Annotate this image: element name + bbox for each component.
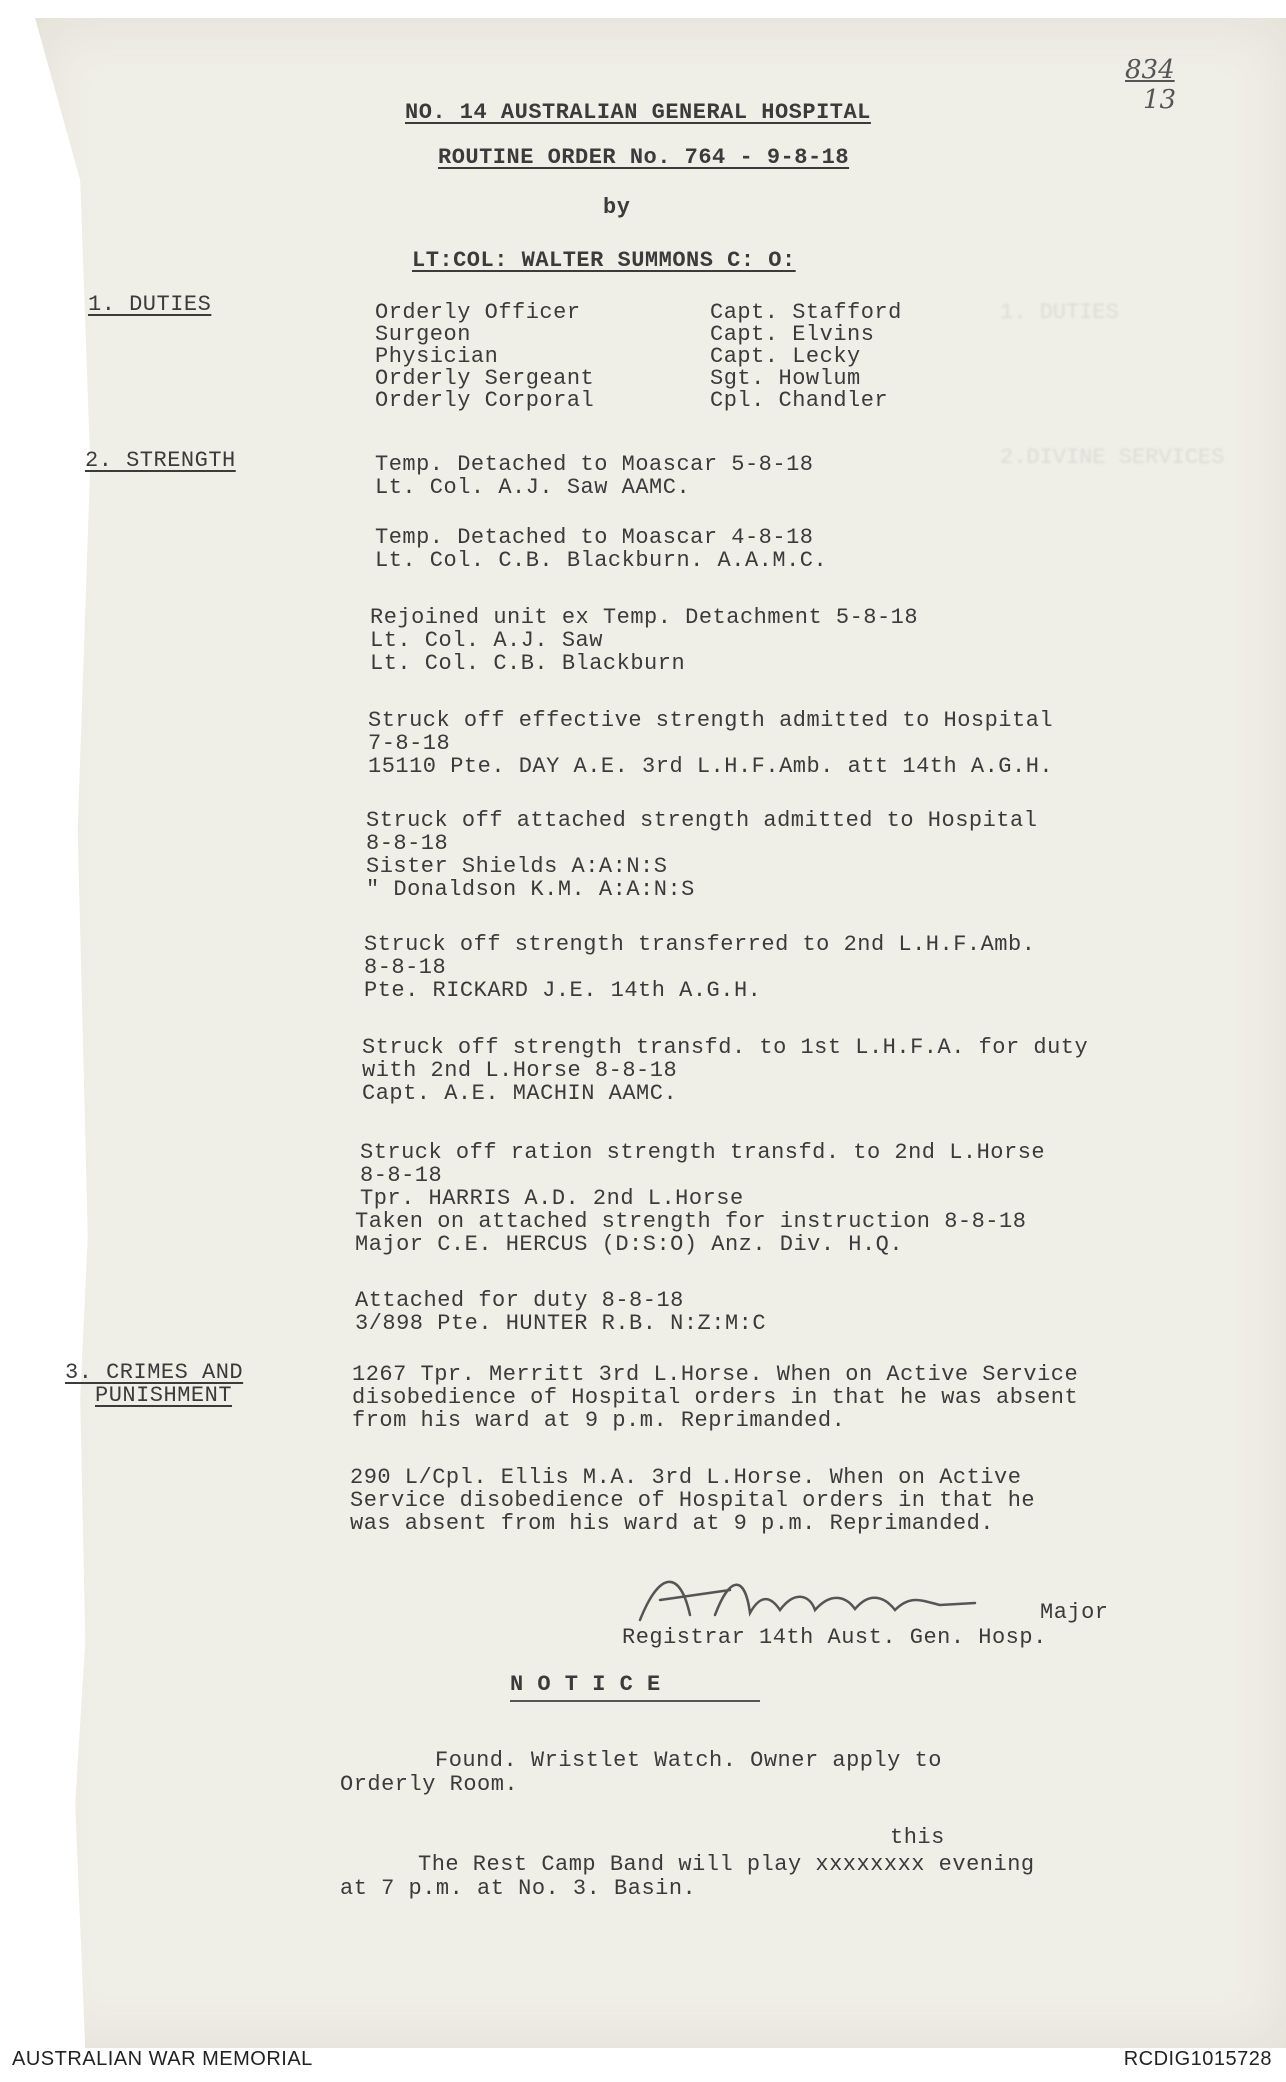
notice-orderly-room: Orderly Room. (340, 1772, 519, 1797)
by-line: by (603, 195, 631, 220)
order-number: ROUTINE ORDER No. 764 - 9-8-18 (438, 145, 850, 170)
section-duties-heading: 1. DUTIES (88, 292, 212, 317)
section-strength-heading: 2. STRENGTH (85, 448, 236, 473)
strength-line: Temp. Detached to Moascar 5-8-18 (375, 452, 814, 477)
reference-number: 834 (1125, 55, 1175, 85)
strength-line: Lt. Col. C.B. Blackburn (370, 651, 686, 676)
strength-line: 3/898 Pte. HUNTER R.B. N:Z:M:C (355, 1311, 767, 1336)
notice-found-line: Found. Wristlet Watch. Owner apply to (435, 1748, 942, 1773)
section-crimes-heading: 3. CRIMES AND (65, 1360, 244, 1385)
crime-line: disobedience of Hospital orders in that he was absent (352, 1385, 1079, 1410)
strength-line: Major C.E. HERCUS (D:S:O) Anz. Div. H.Q. (355, 1232, 904, 1257)
signature-title: Registrar 14th Aust. Gen. Hosp. (622, 1625, 1047, 1650)
strength-line: Capt. A.E. MACHIN AAMC. (362, 1081, 678, 1106)
strength-line: 7-8-18 (368, 731, 451, 756)
strength-line: Sister Shields A:A:N:S (366, 854, 668, 879)
strength-line: Struck off ration strength transfd. to 2nd L.Horse (360, 1140, 1046, 1165)
strength-line: with 2nd L.Horse 8-8-18 (362, 1058, 678, 1083)
crime-line: was absent from his ward at 9 p.m. Reprimanded. (350, 1511, 995, 1536)
duty-role: Surgeon (375, 322, 471, 347)
strength-line: Tpr. HARRIS A.D. 2nd L.Horse (360, 1186, 744, 1211)
duty-role: Physician (375, 344, 499, 369)
strength-line: Attached for duty 8-8-18 (355, 1288, 684, 1313)
crime-line: from his ward at 9 p.m. Reprimanded. (352, 1408, 846, 1433)
strength-line: Temp. Detached to Moascar 4-8-18 (375, 525, 814, 550)
duty-name: Capt. Lecky (710, 344, 861, 369)
notice-divider (510, 1700, 760, 1702)
strength-line: 15110 Pte. DAY A.E. 3rd L.H.F.Amb. att 14th A.G.H. (368, 754, 1054, 779)
strength-line: Taken on attached strength for instruction 8-8-18 (355, 1209, 1027, 1234)
crime-line: 290 L/Cpl. Ellis M.A. 3rd L.Horse. When on Active (350, 1465, 1022, 1490)
notice-heading: N O T I C E (510, 1672, 661, 1697)
footer-record-id: RCDIG1015728 (1123, 2048, 1272, 2070)
notice-insert: this (890, 1825, 945, 1850)
duty-role: Orderly Officer (375, 300, 581, 325)
duty-name: Sgt. Howlum (710, 366, 861, 391)
strength-line: Lt. Col. A.J. Saw (370, 628, 603, 653)
show-through-text: 2.DIVINE SERVICES (1000, 445, 1225, 470)
notice-band-line: The Rest Camp Band will play xxxxxxxx evening (418, 1852, 1035, 1877)
strength-line: Struck off strength transferred to 2nd L.H.F.Amb. (364, 932, 1036, 957)
duty-name: Cpl. Chandler (710, 388, 889, 413)
crime-line: 1267 Tpr. Merritt 3rd L.Horse. When on Active Service (352, 1362, 1079, 1387)
duty-role: Orderly Corporal (375, 388, 595, 413)
strength-line: 8-8-18 (360, 1163, 443, 1188)
strength-line: 8-8-18 (364, 955, 447, 980)
reference-sub: 13 (1143, 85, 1177, 115)
commanding-officer: LT:COL: WALTER SUMMONS C: O: (412, 248, 796, 273)
strength-line: Lt. Col. C.B. Blackburn. A.A.M.C. (375, 548, 828, 573)
duty-role: Orderly Sergeant (375, 366, 595, 391)
document-title: NO. 14 AUSTRALIAN GENERAL HOSPITAL (405, 100, 871, 125)
strength-line: Struck off attached strength admitted to Hospital (366, 808, 1038, 833)
duty-name: Capt. Elvins (710, 322, 875, 347)
strength-line: Lt. Col. A.J. Saw AAMC. (375, 475, 691, 500)
signature-rank: Major (1040, 1600, 1109, 1625)
strength-line: Struck off effective strength admitted to Hospital (368, 708, 1054, 733)
show-through-text: 1. DUTIES (1000, 300, 1119, 325)
strength-line: 8-8-18 (366, 831, 449, 856)
crime-line: Service disobedience of Hospital orders in that he (350, 1488, 1036, 1513)
strength-line: Struck off strength transfd. to 1st L.H.F.A. for duty (362, 1035, 1089, 1060)
notice-location-line: at 7 p.m. at No. 3. Basin. (340, 1876, 697, 1901)
duty-name: Capt. Stafford (710, 300, 902, 325)
archive-reference (1125, 55, 1176, 115)
strength-line: Pte. RICKARD J.E. 14th A.G.H. (364, 978, 762, 1003)
strength-line: " Donaldson K.M. A:A:N:S (366, 877, 695, 902)
section-crimes-heading-line2: PUNISHMENT (95, 1383, 233, 1408)
strength-line: Rejoined unit ex Temp. Detachment 5-8-18 (370, 605, 919, 630)
footer-archive-name: AUSTRALIAN WAR MEMORIAL (12, 2048, 313, 2070)
